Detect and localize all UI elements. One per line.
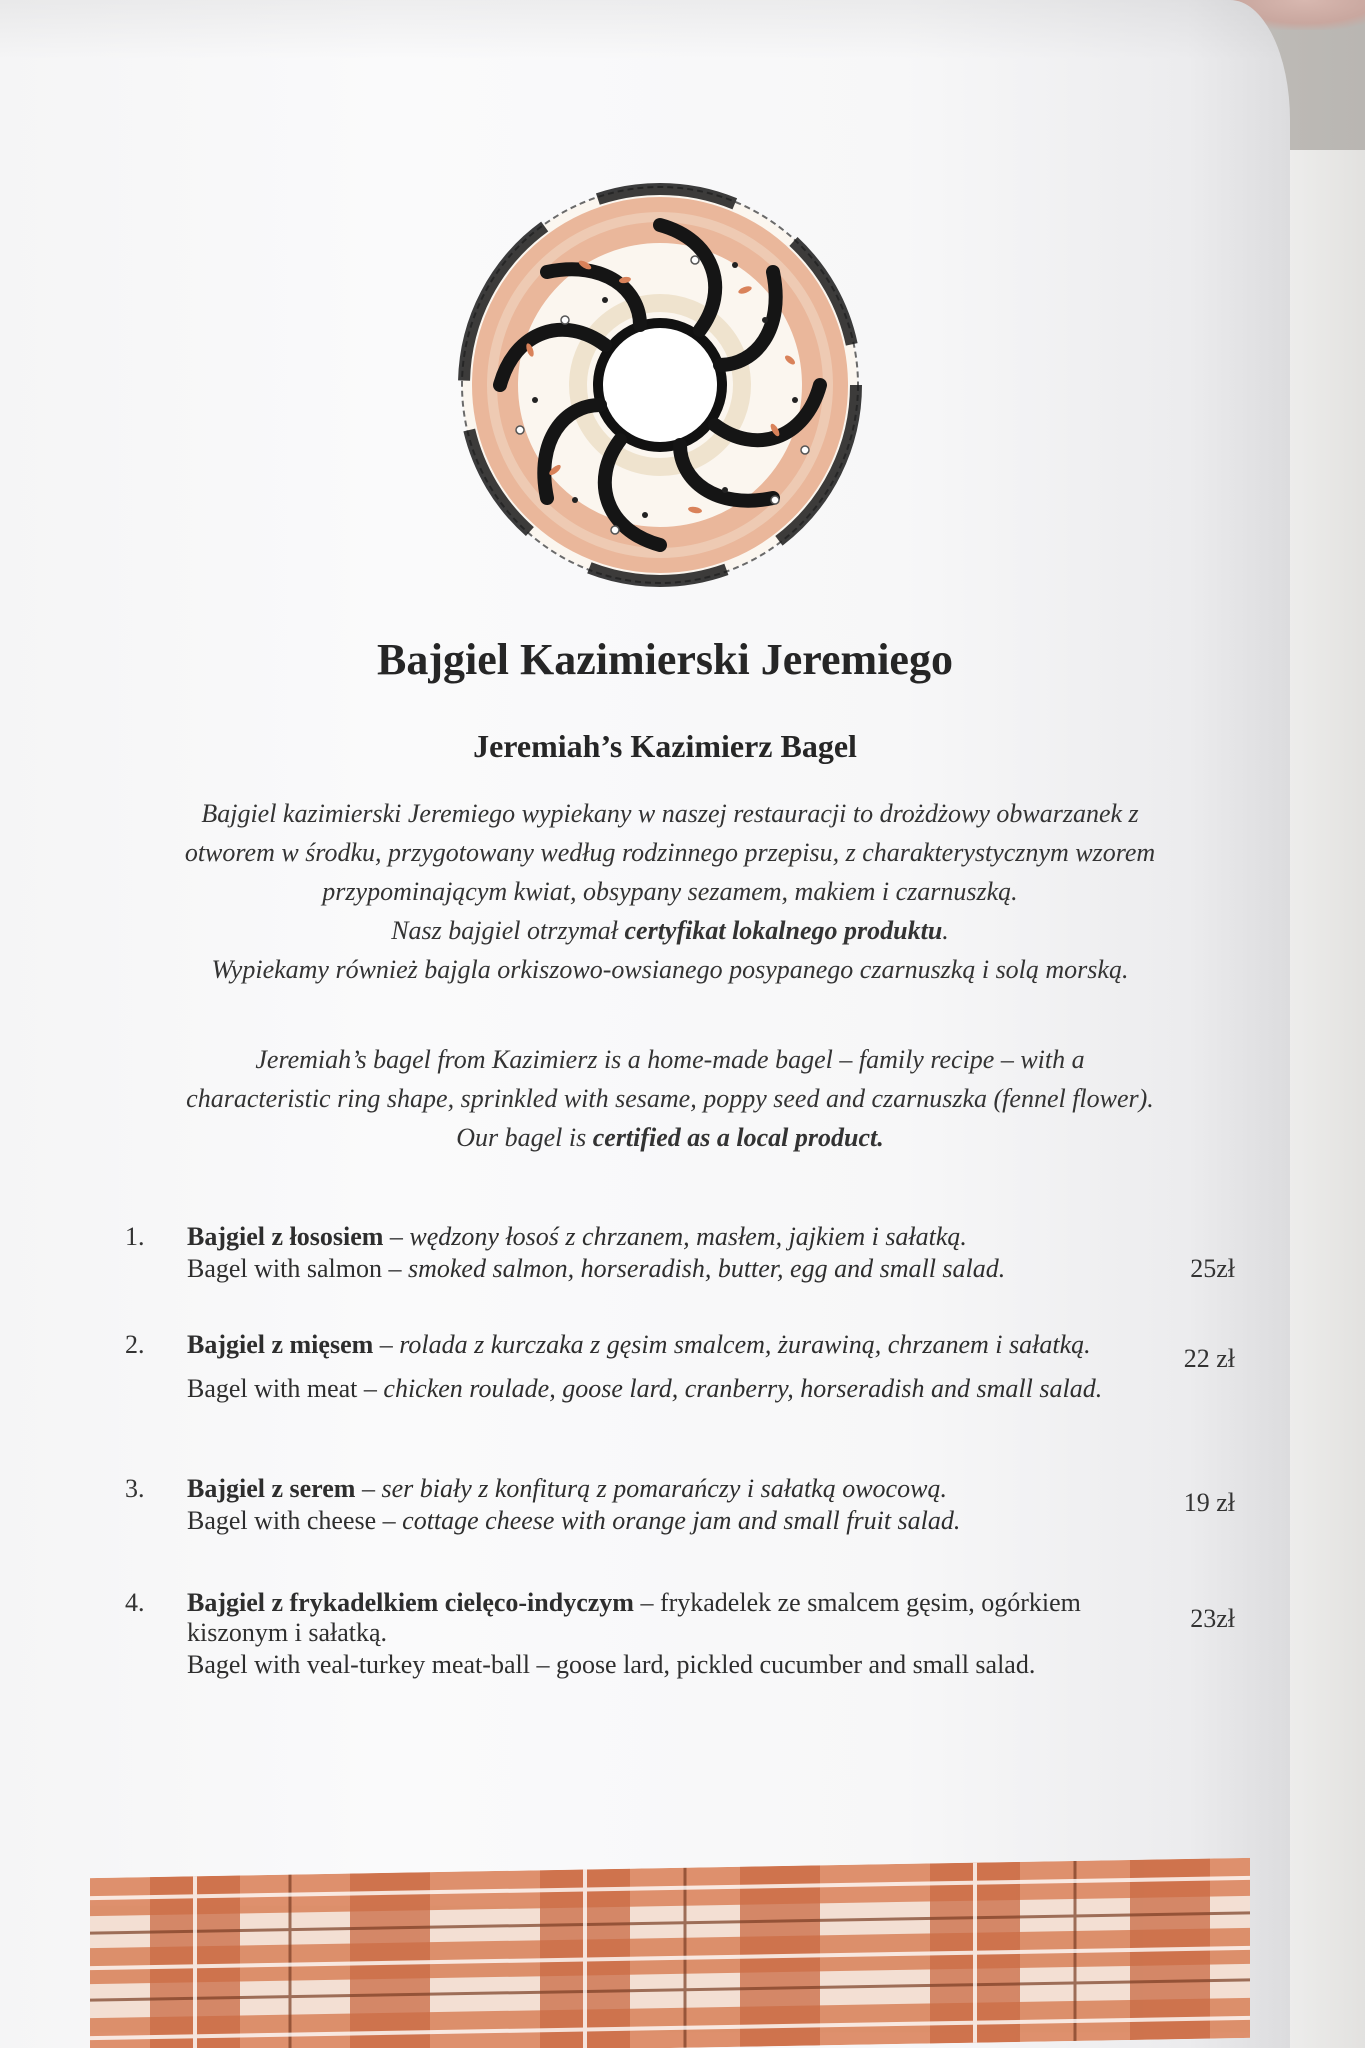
page-subtitle: Jeremiah’s Kazimierz Bagel: [473, 728, 857, 764]
item-name-pl: Bajgiel z frykadelkiem cielęco-indyczym: [187, 1588, 634, 1617]
item-price: 22 zł: [1183, 1344, 1235, 1373]
item-english: [187, 1650, 1107, 1680]
plaid-pattern-icon: [90, 1858, 1250, 2048]
item-price: 23zł: [1190, 1604, 1235, 1633]
item-name-en: Bagel with veal-turkey meat-ball: [187, 1650, 530, 1679]
item-name-pl: Bajgiel z łososiem: [187, 1222, 384, 1251]
item-price: 19 zł: [1183, 1488, 1235, 1517]
item-name-en: Bagel with meat: [187, 1374, 358, 1403]
item-name-en: Bagel with salmon: [187, 1254, 382, 1283]
item-polish: [187, 1588, 1107, 1648]
description-english: [70, 1040, 1270, 1157]
item-polish: [187, 1474, 1107, 1504]
item-description: [187, 1330, 1107, 1404]
item-description: [187, 1474, 1107, 1536]
item-description: [187, 1588, 1107, 1680]
item-polish: [187, 1222, 1107, 1252]
item-english: [187, 1374, 1107, 1404]
item-desc-pl: – ser biały z konfiturą z pomarańczy i sałatką owocową.: [355, 1474, 947, 1503]
item-desc-pl: – rolada z kurczaka z gęsim smalcem, żurawiną, chrzanem i sałatką.: [373, 1330, 1091, 1359]
item-desc-en: – smoked salmon, horseradish, butter, egg and small salad.: [381, 1254, 1006, 1283]
description-polish: [70, 794, 1270, 989]
description-line: Jeremiah’s bagel from Kazimierz is a home-made bagel – family recipe – with a: [255, 1045, 1085, 1074]
item-desc-en: – goose lard, pickled cucumber and small salad.: [529, 1650, 1036, 1679]
item-number: 2.: [125, 1330, 145, 1359]
description-text: Nasz bajgiel otrzymał: [391, 916, 625, 945]
certificate-highlight: certyfikat lokalnego produktu: [624, 916, 943, 945]
certificate-highlight: certified as a local product.: [592, 1123, 884, 1152]
bagel-illustration-icon: [445, 170, 875, 600]
description-line: przypominającym kwiat, obsypany sezamem, makiem i czarnuszką.: [322, 877, 1018, 906]
description-line: Wypiekamy również bajgla orkiszowo-owsianego posypanego czarnuszką i solą morską.: [211, 955, 1129, 984]
item-desc-en: – chicken roulade, goose lard, cranberry, horseradish and small salad.: [357, 1374, 1103, 1403]
description-line: [70, 911, 1270, 950]
description-line: otworem w środku, przygotowany według rodzinnego przepisu, z charakterystycznym wzorem: [184, 838, 1156, 867]
item-price: 25zł: [1190, 1254, 1235, 1283]
description-line: characteristic ring shape, sprinkled with sesame, poppy seed and czarnuszka (fennel flower).: [186, 1084, 1154, 1113]
item-number: 1.: [125, 1222, 145, 1251]
item-name-en: Bagel with cheese: [187, 1506, 377, 1535]
item-desc-pl: – wędzony łosoś z chrzanem, masłem, jajkiem i sałatką.: [383, 1222, 967, 1251]
description-text: .: [942, 916, 949, 945]
item-description: [187, 1222, 1107, 1284]
description-text: Our bagel is: [456, 1123, 593, 1152]
description-line: [70, 1118, 1270, 1157]
item-polish: [187, 1330, 1107, 1360]
page-title: Bajgiel Kazimierski Jeremiego: [377, 635, 953, 684]
item-desc-pl: – frykadelek ze smalcem gęsim, ogórkiem kiszonym i sałatką.: [187, 1588, 1081, 1647]
item-english: [187, 1506, 1107, 1536]
item-number: 3.: [125, 1474, 145, 1503]
item-name-pl: Bajgiel z serem: [187, 1474, 356, 1503]
item-desc-en: – cottage cheese with orange jam and small fruit salad.: [376, 1506, 961, 1535]
description-line: Bajgiel kazimierski Jeremiego wypiekany w naszej restauracji to drożdżowy obwarzanek z: [201, 799, 1139, 828]
item-number: 4.: [125, 1588, 145, 1617]
item-name-pl: Bajgiel z mięsem: [187, 1330, 374, 1359]
item-english: [187, 1254, 1107, 1284]
